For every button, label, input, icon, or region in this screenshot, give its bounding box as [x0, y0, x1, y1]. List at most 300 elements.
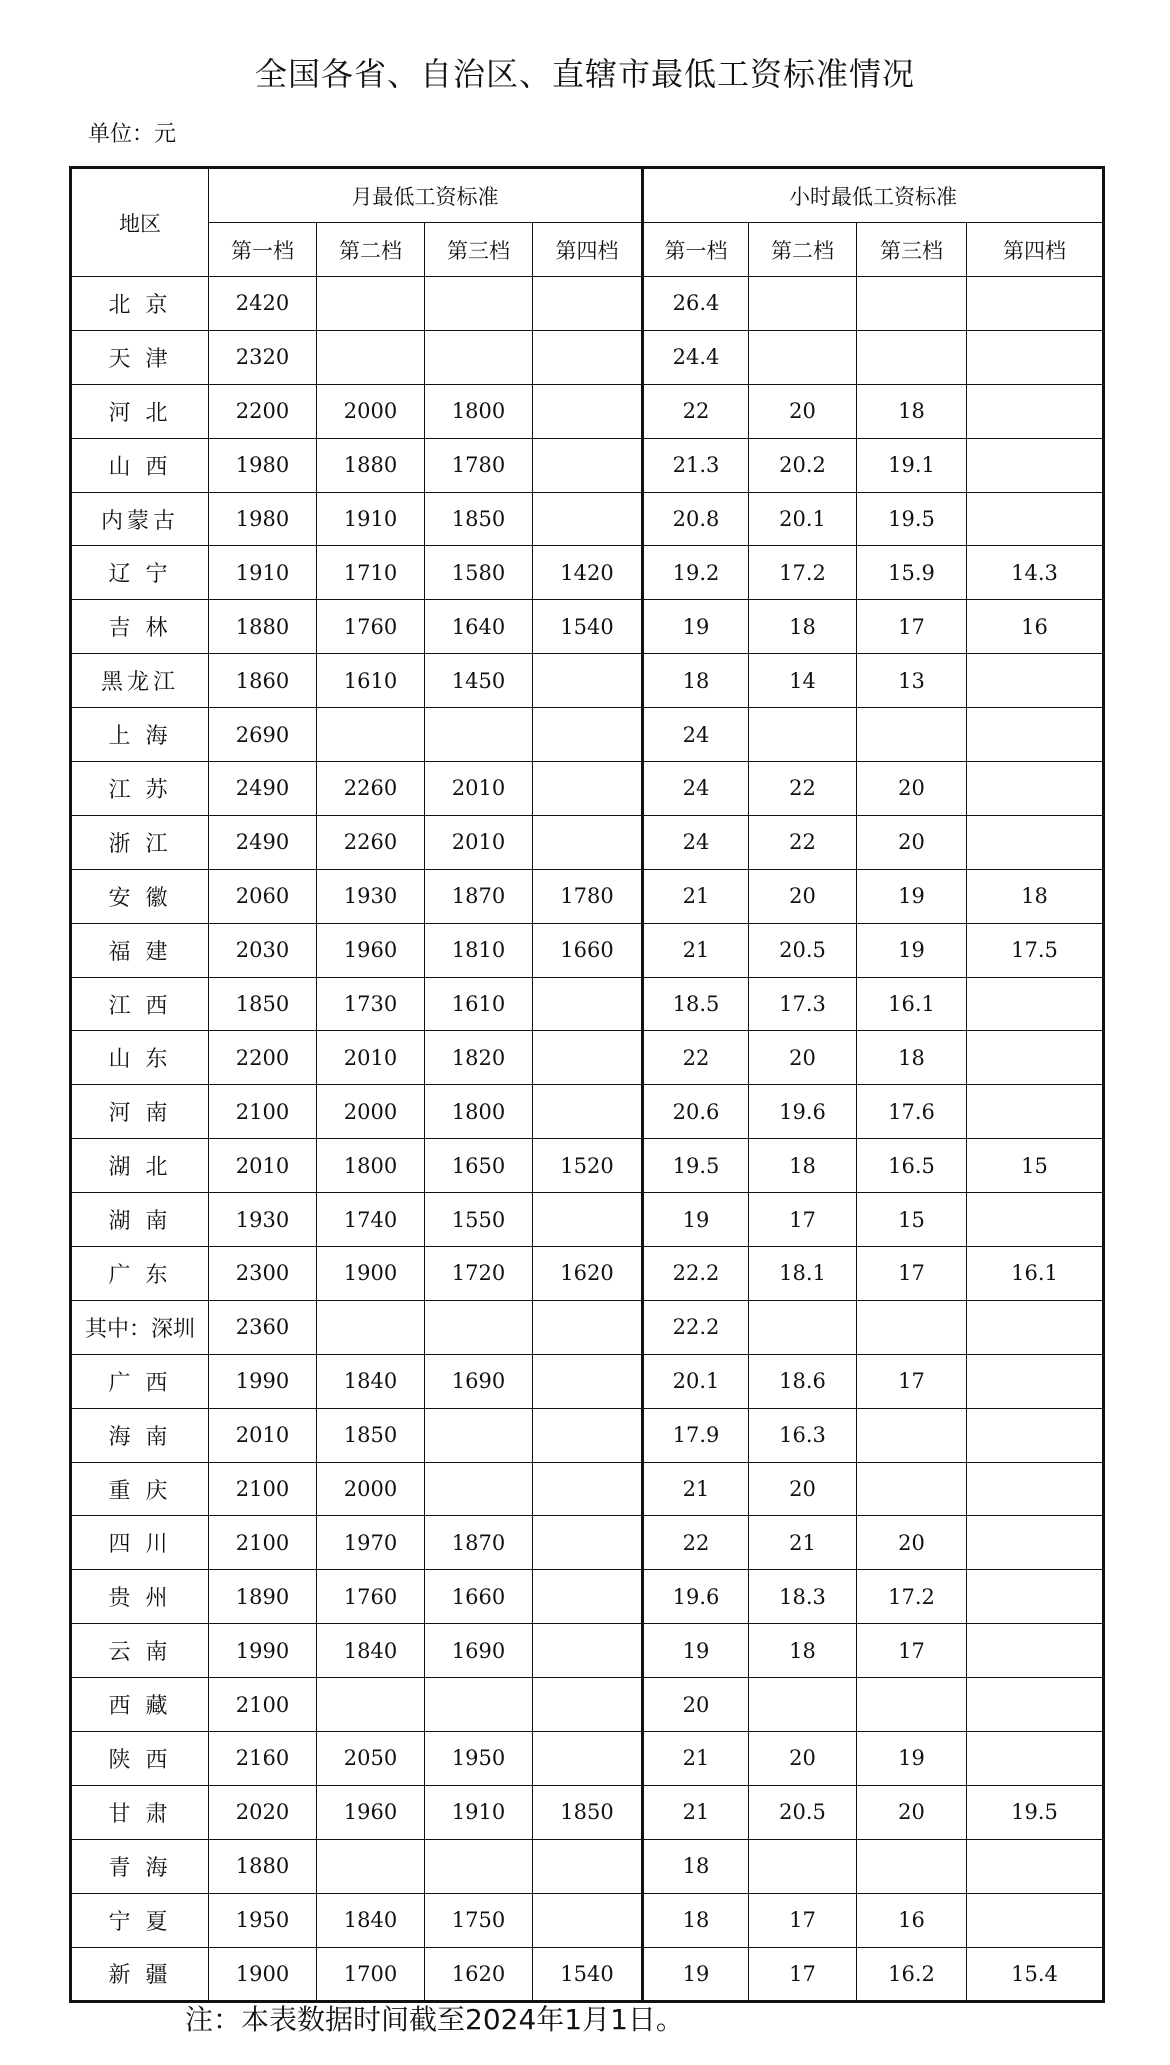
- hourly-wage-cell: 19: [857, 923, 967, 977]
- monthly-wage-cell: 1850: [209, 977, 317, 1031]
- monthly-wage-cell: 1880: [209, 600, 317, 654]
- hourly-wage-cell: 18: [749, 600, 857, 654]
- monthly-wage-cell: 1900: [209, 1947, 317, 2001]
- region-cell: 广 东: [71, 1247, 209, 1301]
- region-cell: 河 南: [71, 1085, 209, 1139]
- hourly-wage-cell: 16: [857, 1893, 967, 1947]
- hourly-wage-cell: 20.5: [749, 923, 857, 977]
- hourly-wage-cell: 20: [857, 762, 967, 816]
- region-cell: 海 南: [71, 1408, 209, 1462]
- monthly-wage-cell: 2000: [317, 384, 425, 438]
- monthly-wage-cell: 1550: [425, 1193, 533, 1247]
- hourly-wage-cell: 19.5: [967, 1785, 1104, 1839]
- hourly-wage-cell: 21: [643, 1785, 749, 1839]
- monthly-wage-cell: [533, 977, 643, 1031]
- hourly-tier-header: 第二档: [749, 223, 857, 277]
- monthly-wage-cell: [533, 1893, 643, 1947]
- table-row: [71, 600, 1104, 654]
- monthly-wage-cell: 1810: [425, 923, 533, 977]
- monthly-wage-cell: 1800: [425, 384, 533, 438]
- monthly-wage-cell: [317, 1839, 425, 1893]
- hourly-wage-cell: 20: [857, 1785, 967, 1839]
- hourly-wage-cell: 20: [857, 1516, 967, 1570]
- monthly-wage-cell: [317, 330, 425, 384]
- hourly-wage-cell: 26.4: [643, 277, 749, 331]
- monthly-wage-cell: 1840: [317, 1354, 425, 1408]
- table-row: [71, 923, 1104, 977]
- monthly-tier-header: 第四档: [533, 223, 643, 277]
- monthly-wage-cell: [425, 708, 533, 762]
- table-row: [71, 977, 1104, 1031]
- monthly-wage-cell: 1800: [425, 1085, 533, 1139]
- hourly-wage-cell: 22: [643, 384, 749, 438]
- hourly-wage-cell: 18: [749, 1139, 857, 1193]
- monthly-wage-cell: [533, 654, 643, 708]
- monthly-wage-cell: 1870: [425, 869, 533, 923]
- region-cell: 四 川: [71, 1516, 209, 1570]
- monthly-wage-cell: 1610: [425, 977, 533, 1031]
- region-cell: 新 疆: [71, 1947, 209, 2001]
- monthly-wage-cell: [533, 1031, 643, 1085]
- monthly-wage-cell: 1960: [317, 1785, 425, 1839]
- monthly-wage-cell: 1850: [425, 492, 533, 546]
- region-cell: 内蒙古: [71, 492, 209, 546]
- hourly-wage-cell: 17.5: [967, 923, 1104, 977]
- table-row: [71, 1947, 1104, 2001]
- table-row: [71, 762, 1104, 816]
- table-row: [71, 1678, 1104, 1732]
- monthly-wage-cell: 1970: [317, 1516, 425, 1570]
- table-row: [71, 1570, 1104, 1624]
- monthly-wage-cell: [533, 708, 643, 762]
- table-row: [71, 1516, 1104, 1570]
- region-cell: 宁 夏: [71, 1893, 209, 1947]
- monthly-wage-cell: [533, 330, 643, 384]
- table-row: [71, 1139, 1104, 1193]
- monthly-wage-cell: [533, 1624, 643, 1678]
- hourly-wage-cell: [967, 1085, 1104, 1139]
- hourly-wage-cell: [857, 708, 967, 762]
- hourly-wage-cell: [857, 1678, 967, 1732]
- region-cell: 湖 南: [71, 1193, 209, 1247]
- monthly-wage-cell: [533, 1085, 643, 1139]
- monthly-wage-cell: 1720: [425, 1247, 533, 1301]
- table-row: [71, 492, 1104, 546]
- hourly-wage-cell: 19: [643, 1193, 749, 1247]
- hourly-wage-cell: 19: [857, 869, 967, 923]
- region-cell: 吉 林: [71, 600, 209, 654]
- monthly-wage-cell: [425, 1462, 533, 1516]
- hourly-wage-cell: 20.8: [643, 492, 749, 546]
- monthly-wage-cell: 1540: [533, 600, 643, 654]
- monthly-wage-cell: 1420: [533, 546, 643, 600]
- monthly-wage-cell: [533, 384, 643, 438]
- monthly-wage-cell: 1690: [425, 1624, 533, 1678]
- hourly-wage-cell: [857, 1300, 967, 1354]
- hourly-wage-cell: [967, 438, 1104, 492]
- monthly-header: 月最低工资标准: [209, 168, 643, 223]
- hourly-wage-cell: 14: [749, 654, 857, 708]
- monthly-wage-cell: [533, 762, 643, 816]
- monthly-wage-cell: 1780: [533, 869, 643, 923]
- monthly-wage-cell: 2260: [317, 762, 425, 816]
- table-body: [71, 277, 1104, 2002]
- monthly-wage-cell: 2100: [209, 1678, 317, 1732]
- monthly-wage-cell: 1740: [317, 1193, 425, 1247]
- monthly-wage-cell: 2100: [209, 1085, 317, 1139]
- hourly-wage-cell: [857, 1408, 967, 1462]
- hourly-wage-cell: 18.3: [749, 1570, 857, 1624]
- monthly-wage-cell: 1950: [209, 1893, 317, 1947]
- table-row: [71, 1732, 1104, 1786]
- monthly-wage-cell: [425, 1678, 533, 1732]
- table-row: [71, 546, 1104, 600]
- region-cell: 辽 宁: [71, 546, 209, 600]
- monthly-wage-cell: 1520: [533, 1139, 643, 1193]
- table-row: [71, 277, 1104, 331]
- hourly-wage-cell: [967, 708, 1104, 762]
- region-cell: 西 藏: [71, 1678, 209, 1732]
- hourly-header: 小时最低工资标准: [643, 168, 1104, 223]
- hourly-wage-cell: 15: [967, 1139, 1104, 1193]
- monthly-wage-cell: 1900: [317, 1247, 425, 1301]
- monthly-wage-cell: 1910: [317, 492, 425, 546]
- hourly-wage-cell: 18.5: [643, 977, 749, 1031]
- monthly-wage-cell: [425, 1408, 533, 1462]
- monthly-tier-header: 第一档: [209, 223, 317, 277]
- hourly-wage-cell: 17: [749, 1193, 857, 1247]
- monthly-wage-cell: 2200: [209, 384, 317, 438]
- hourly-wage-cell: [967, 1624, 1104, 1678]
- region-cell: 陕 西: [71, 1732, 209, 1786]
- hourly-wage-cell: 19: [643, 600, 749, 654]
- hourly-wage-cell: 24: [643, 815, 749, 869]
- monthly-wage-cell: 2200: [209, 1031, 317, 1085]
- region-cell: 贵 州: [71, 1570, 209, 1624]
- monthly-wage-cell: 2690: [209, 708, 317, 762]
- region-cell: 福 建: [71, 923, 209, 977]
- hourly-wage-cell: [967, 1193, 1104, 1247]
- hourly-wage-cell: 24.4: [643, 330, 749, 384]
- hourly-wage-cell: 19: [643, 1624, 749, 1678]
- monthly-wage-cell: 2000: [317, 1462, 425, 1516]
- hourly-wage-cell: [857, 330, 967, 384]
- header-row-tiers: [71, 223, 1104, 277]
- monthly-wage-cell: [533, 1839, 643, 1893]
- table-row: [71, 869, 1104, 923]
- hourly-wage-cell: 18.6: [749, 1354, 857, 1408]
- region-header: 地区: [71, 168, 209, 277]
- monthly-wage-cell: [533, 1678, 643, 1732]
- monthly-wage-cell: 1620: [533, 1247, 643, 1301]
- monthly-wage-cell: 1580: [425, 546, 533, 600]
- hourly-wage-cell: 18.1: [749, 1247, 857, 1301]
- monthly-wage-cell: 1840: [317, 1893, 425, 1947]
- monthly-wage-cell: 2100: [209, 1516, 317, 1570]
- hourly-wage-cell: 21: [643, 869, 749, 923]
- table-row: [71, 708, 1104, 762]
- hourly-wage-cell: [967, 1516, 1104, 1570]
- table-row: [71, 330, 1104, 384]
- hourly-wage-cell: 16.2: [857, 1947, 967, 2001]
- monthly-wage-cell: 1870: [425, 1516, 533, 1570]
- hourly-wage-cell: 20: [749, 1031, 857, 1085]
- monthly-wage-cell: 1710: [317, 546, 425, 600]
- table-row: [71, 1408, 1104, 1462]
- region-cell: 其中：深圳: [71, 1300, 209, 1354]
- region-cell: 黑龙江: [71, 654, 209, 708]
- monthly-wage-cell: 1640: [425, 600, 533, 654]
- hourly-wage-cell: 22.2: [643, 1247, 749, 1301]
- monthly-wage-cell: 1930: [209, 1193, 317, 1247]
- footnote: 注：本表数据时间截至2024年1月1日。: [185, 2003, 684, 2036]
- monthly-wage-cell: 1760: [317, 1570, 425, 1624]
- monthly-wage-cell: [533, 438, 643, 492]
- monthly-wage-cell: 2260: [317, 815, 425, 869]
- monthly-wage-cell: 2160: [209, 1732, 317, 1786]
- monthly-wage-cell: 1990: [209, 1354, 317, 1408]
- monthly-wage-cell: 2490: [209, 762, 317, 816]
- unit-label: 单位：元: [88, 122, 177, 147]
- monthly-wage-cell: 1840: [317, 1624, 425, 1678]
- region-cell: 浙 江: [71, 815, 209, 869]
- monthly-wage-cell: 1620: [425, 1947, 533, 2001]
- hourly-wage-cell: 24: [643, 708, 749, 762]
- hourly-wage-cell: [967, 1893, 1104, 1947]
- hourly-wage-cell: [967, 1300, 1104, 1354]
- table-row: [71, 1247, 1104, 1301]
- monthly-wage-cell: [425, 277, 533, 331]
- hourly-wage-cell: [967, 1462, 1104, 1516]
- monthly-wage-cell: [425, 1300, 533, 1354]
- page-title: 全国各省、自治区、直辖市最低工资标准情况: [254, 55, 915, 93]
- region-cell: 重 庆: [71, 1462, 209, 1516]
- hourly-wage-cell: 19: [857, 1732, 967, 1786]
- region-cell: 河 北: [71, 384, 209, 438]
- hourly-wage-cell: 21: [643, 923, 749, 977]
- monthly-wage-cell: 1450: [425, 654, 533, 708]
- hourly-wage-cell: [749, 1678, 857, 1732]
- hourly-wage-cell: [967, 1031, 1104, 1085]
- monthly-wage-cell: [533, 277, 643, 331]
- monthly-wage-cell: [533, 1732, 643, 1786]
- hourly-wage-cell: 20.1: [749, 492, 857, 546]
- hourly-tier-header: 第四档: [967, 223, 1104, 277]
- hourly-wage-cell: 17: [749, 1893, 857, 1947]
- monthly-wage-cell: 1910: [425, 1785, 533, 1839]
- monthly-wage-cell: 1750: [425, 1893, 533, 1947]
- hourly-wage-cell: 20.1: [643, 1354, 749, 1408]
- hourly-wage-cell: 19: [643, 1947, 749, 2001]
- monthly-wage-cell: 1650: [425, 1139, 533, 1193]
- monthly-tier-header: 第二档: [317, 223, 425, 277]
- hourly-wage-cell: 17: [857, 1354, 967, 1408]
- hourly-wage-cell: 18: [967, 869, 1104, 923]
- monthly-wage-cell: 1700: [317, 1947, 425, 2001]
- hourly-wage-cell: 20: [643, 1678, 749, 1732]
- hourly-wage-cell: 20: [749, 1732, 857, 1786]
- hourly-wage-cell: 20: [749, 1462, 857, 1516]
- monthly-wage-cell: 1730: [317, 977, 425, 1031]
- table-row: [71, 815, 1104, 869]
- hourly-wage-cell: 17: [857, 1247, 967, 1301]
- hourly-wage-cell: [967, 1354, 1104, 1408]
- monthly-wage-cell: [533, 815, 643, 869]
- monthly-wage-cell: 1980: [209, 438, 317, 492]
- hourly-wage-cell: 19.6: [643, 1570, 749, 1624]
- hourly-wage-cell: 22.2: [643, 1300, 749, 1354]
- hourly-wage-cell: [967, 1839, 1104, 1893]
- monthly-wage-cell: 2010: [425, 762, 533, 816]
- monthly-wage-cell: 2010: [209, 1408, 317, 1462]
- monthly-wage-cell: 1610: [317, 654, 425, 708]
- monthly-wage-cell: [533, 1354, 643, 1408]
- monthly-wage-cell: 1780: [425, 438, 533, 492]
- monthly-wage-cell: 2050: [317, 1732, 425, 1786]
- region-cell: 天 津: [71, 330, 209, 384]
- table-row: [71, 1193, 1104, 1247]
- hourly-wage-cell: 17.9: [643, 1408, 749, 1462]
- hourly-tier-header: 第三档: [857, 223, 967, 277]
- region-cell: 青 海: [71, 1839, 209, 1893]
- table-row: [71, 1085, 1104, 1139]
- monthly-wage-cell: 2030: [209, 923, 317, 977]
- region-cell: 广 西: [71, 1354, 209, 1408]
- monthly-wage-cell: 1540: [533, 1947, 643, 2001]
- table-row: [71, 1785, 1104, 1839]
- monthly-wage-cell: [533, 1193, 643, 1247]
- hourly-wage-cell: 16.5: [857, 1139, 967, 1193]
- hourly-wage-cell: [857, 1462, 967, 1516]
- monthly-wage-cell: 1820: [425, 1031, 533, 1085]
- monthly-wage-cell: 1800: [317, 1139, 425, 1193]
- hourly-wage-cell: 19.5: [643, 1139, 749, 1193]
- hourly-wage-cell: 20.6: [643, 1085, 749, 1139]
- hourly-wage-cell: [749, 1300, 857, 1354]
- monthly-wage-cell: [317, 277, 425, 331]
- hourly-wage-cell: [749, 1839, 857, 1893]
- monthly-wage-cell: [317, 1300, 425, 1354]
- monthly-wage-cell: 1860: [209, 654, 317, 708]
- monthly-wage-cell: [533, 1516, 643, 1570]
- monthly-wage-cell: 1660: [425, 1570, 533, 1624]
- table-row: [71, 384, 1104, 438]
- table-row: [71, 1354, 1104, 1408]
- hourly-wage-cell: 16.1: [967, 1247, 1104, 1301]
- hourly-wage-cell: 20.5: [749, 1785, 857, 1839]
- hourly-wage-cell: 21.3: [643, 438, 749, 492]
- monthly-wage-cell: 2060: [209, 869, 317, 923]
- region-cell: 云 南: [71, 1624, 209, 1678]
- hourly-wage-cell: 22: [643, 1031, 749, 1085]
- hourly-wage-cell: 16.1: [857, 977, 967, 1031]
- table-row: [71, 1462, 1104, 1516]
- region-cell: 北 京: [71, 277, 209, 331]
- hourly-wage-cell: 13: [857, 654, 967, 708]
- monthly-wage-cell: 1980: [209, 492, 317, 546]
- monthly-wage-cell: 1660: [533, 923, 643, 977]
- hourly-wage-cell: 14.3: [967, 546, 1104, 600]
- hourly-wage-cell: 18: [857, 1031, 967, 1085]
- hourly-wage-cell: 20: [749, 869, 857, 923]
- hourly-wage-cell: 15.4: [967, 1947, 1104, 2001]
- region-cell: 安 徽: [71, 869, 209, 923]
- hourly-wage-cell: 17: [857, 600, 967, 654]
- monthly-wage-cell: 2010: [209, 1139, 317, 1193]
- monthly-wage-cell: 2010: [317, 1031, 425, 1085]
- hourly-wage-cell: 18: [643, 1893, 749, 1947]
- table-row: [71, 1893, 1104, 1947]
- hourly-wage-cell: 17.2: [857, 1570, 967, 1624]
- hourly-wage-cell: [967, 1408, 1104, 1462]
- hourly-wage-cell: 18: [749, 1624, 857, 1678]
- hourly-wage-cell: 20: [749, 384, 857, 438]
- monthly-tier-header: 第三档: [425, 223, 533, 277]
- monthly-wage-cell: 1890: [209, 1570, 317, 1624]
- hourly-wage-cell: [967, 762, 1104, 816]
- hourly-wage-cell: 19.5: [857, 492, 967, 546]
- hourly-wage-cell: 17: [857, 1624, 967, 1678]
- monthly-wage-cell: 2010: [425, 815, 533, 869]
- monthly-wage-cell: 1990: [209, 1624, 317, 1678]
- monthly-wage-cell: 1960: [317, 923, 425, 977]
- table-row: [71, 1300, 1104, 1354]
- monthly-wage-cell: 1930: [317, 869, 425, 923]
- hourly-wage-cell: 22: [643, 1516, 749, 1570]
- hourly-wage-cell: [857, 1839, 967, 1893]
- hourly-wage-cell: 18: [643, 1839, 749, 1893]
- hourly-wage-cell: [967, 492, 1104, 546]
- table-row: [71, 1624, 1104, 1678]
- hourly-wage-cell: 17: [749, 1947, 857, 2001]
- hourly-wage-cell: 16: [967, 600, 1104, 654]
- hourly-wage-cell: [967, 1678, 1104, 1732]
- monthly-wage-cell: 2360: [209, 1300, 317, 1354]
- monthly-wage-cell: 1850: [317, 1408, 425, 1462]
- hourly-wage-cell: 17.2: [749, 546, 857, 600]
- hourly-wage-cell: 19.6: [749, 1085, 857, 1139]
- hourly-wage-cell: 15.9: [857, 546, 967, 600]
- monthly-wage-cell: 2000: [317, 1085, 425, 1139]
- monthly-wage-cell: [533, 1408, 643, 1462]
- hourly-wage-cell: 22: [749, 762, 857, 816]
- hourly-wage-cell: [967, 277, 1104, 331]
- table-row: [71, 438, 1104, 492]
- hourly-wage-cell: 17.3: [749, 977, 857, 1031]
- hourly-wage-cell: 20.2: [749, 438, 857, 492]
- hourly-wage-cell: [967, 1732, 1104, 1786]
- hourly-wage-cell: 18: [643, 654, 749, 708]
- hourly-wage-cell: [967, 1570, 1104, 1624]
- region-cell: 湖 北: [71, 1139, 209, 1193]
- hourly-wage-cell: [857, 277, 967, 331]
- monthly-wage-cell: 1950: [425, 1732, 533, 1786]
- hourly-wage-cell: [749, 708, 857, 762]
- hourly-wage-cell: 16.3: [749, 1408, 857, 1462]
- monthly-wage-cell: 1880: [317, 438, 425, 492]
- region-cell: 江 苏: [71, 762, 209, 816]
- region-cell: 山 东: [71, 1031, 209, 1085]
- monthly-wage-cell: 2100: [209, 1462, 317, 1516]
- hourly-wage-cell: 21: [643, 1732, 749, 1786]
- hourly-wage-cell: [967, 384, 1104, 438]
- table-row: [71, 1839, 1104, 1893]
- hourly-wage-cell: 19.2: [643, 546, 749, 600]
- monthly-wage-cell: [533, 1300, 643, 1354]
- hourly-wage-cell: [967, 330, 1104, 384]
- hourly-wage-cell: [967, 815, 1104, 869]
- monthly-wage-cell: 2300: [209, 1247, 317, 1301]
